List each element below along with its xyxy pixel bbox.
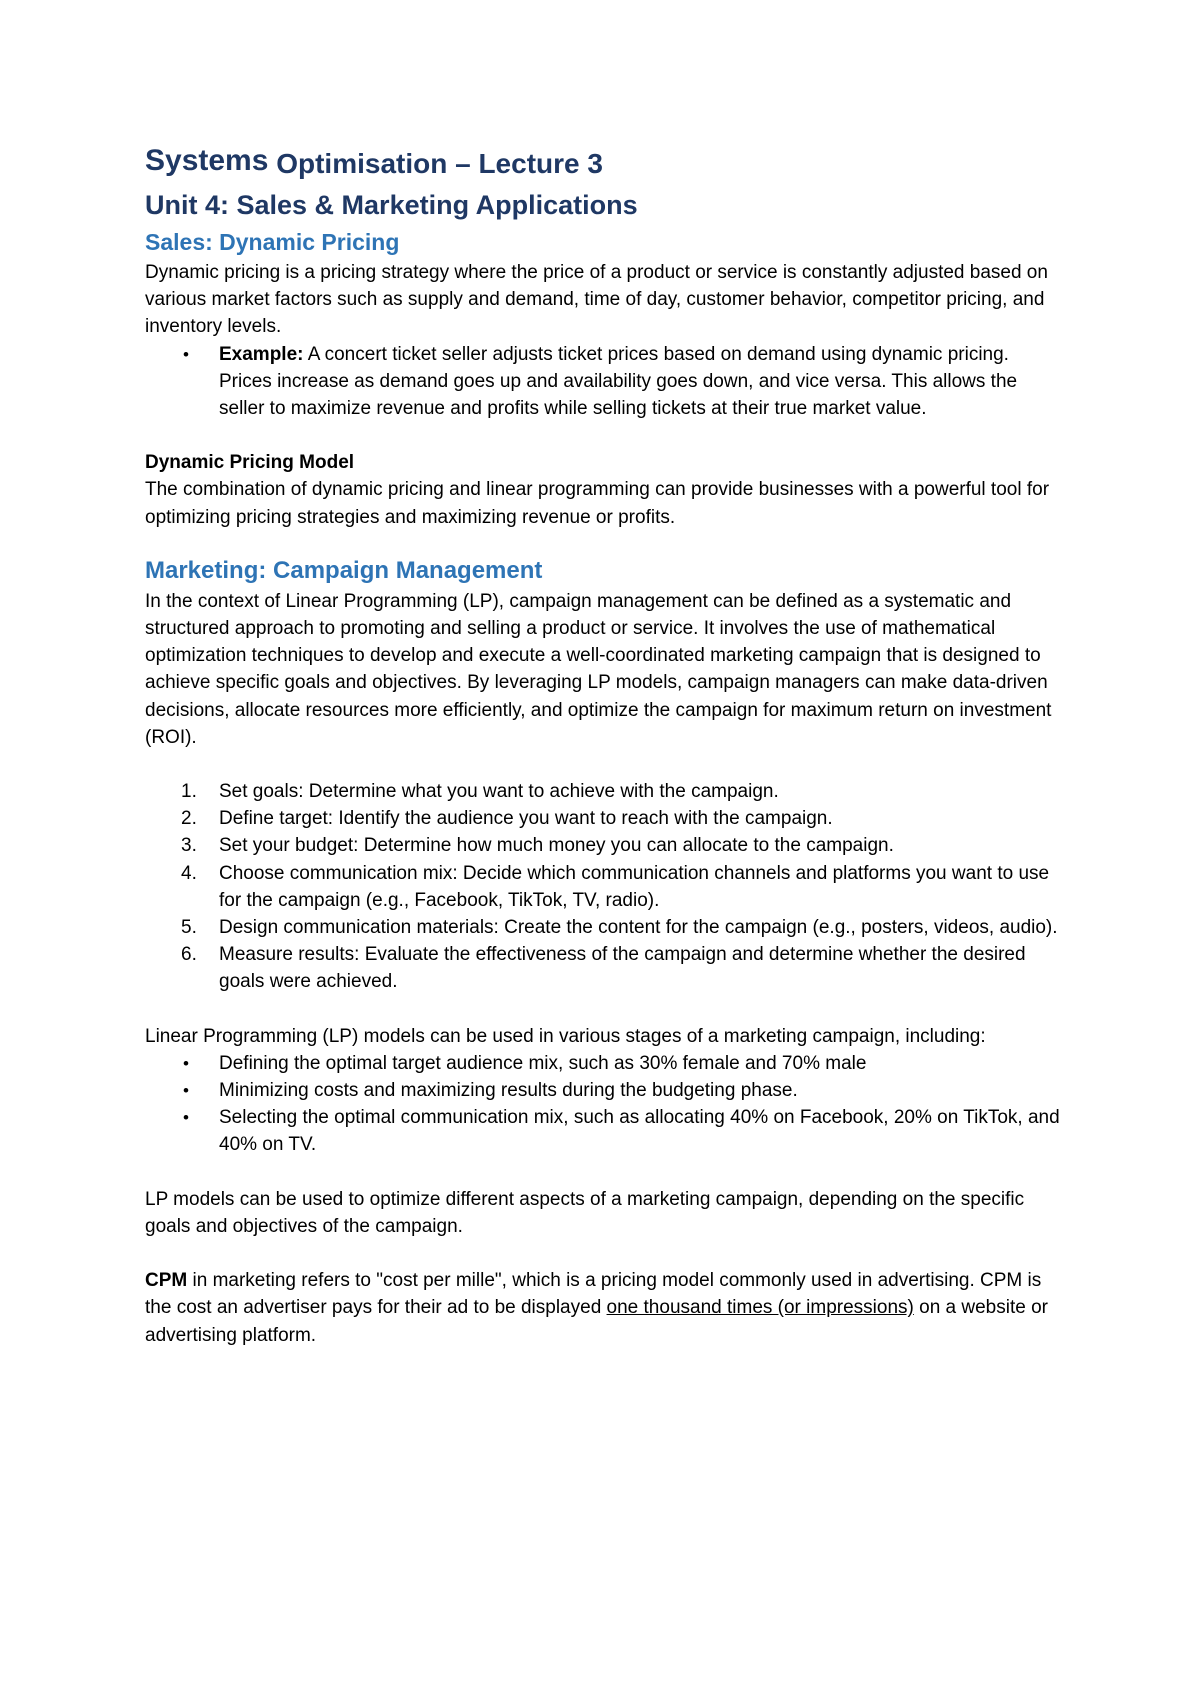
bullet-text: Minimizing costs and maximizing results during the budgeting phase. — [219, 1080, 798, 1102]
step-number: 1. — [181, 781, 197, 803]
bullet-marker: • — [183, 344, 189, 364]
step-number: 6. — [181, 944, 197, 966]
cpm-label: CPM — [145, 1270, 188, 1292]
example-text: A concert ticket seller adjusts ticket prices based on demand using dynamic pricing. Prices increase as demand goes up and availability goes down, and vice versa. This allows the seller to maximize revenue and profits while selling tickets at their true market value. — [219, 343, 1018, 420]
cpm-text-start: in marketing refers to "cost per mille", which is a pricing model commonly used in advertising. CPM is the cost an advertiser pays for their ad to be displayed — [145, 1270, 1042, 1319]
list-item — [145, 1077, 1065, 1104]
bullet-text: Defining the optimal target audience mix, such as 30% female and 70% male — [219, 1052, 867, 1074]
spacer — [145, 422, 1065, 449]
document-title — [145, 145, 1065, 183]
list-item — [145, 341, 1065, 423]
step-text: Design communication materials: Create the content for the campaign (e.g., posters, videos, audio). — [219, 917, 1058, 939]
list-item — [145, 860, 1065, 914]
bullet-marker: • — [183, 1081, 189, 1101]
list-item — [145, 832, 1065, 859]
step-number: 2. — [181, 808, 197, 830]
marketing-intro-paragraph: In the context of Linear Programming (LP), campaign management can be defined as a systematic and structured approach to promoting and selling a product or service. It involves the use of mathematical optimization techniques to develop and execute a well-coordinated marketing campaign that is designed to achieve specific goals and objectives. By leveraging LP models, campaign managers can make data-driven decisions, allocate resources more efficiently, and optimize the campaign for maximum return on investment (ROI). — [145, 590, 1052, 748]
cpm-paragraph — [145, 1267, 1065, 1349]
spacer — [145, 1159, 1065, 1186]
bullet-marker: • — [183, 1108, 189, 1128]
lp-uses-list — [145, 1050, 1065, 1159]
list-item — [145, 778, 1065, 805]
cpm-text-end: on a website or advertising platform. — [145, 1297, 1048, 1346]
document-page — [145, 145, 1065, 1349]
cpm-underlined-phrase: one thousand times (or impressions) — [606, 1297, 914, 1319]
sales-heading: Sales: Dynamic Pricing — [145, 229, 400, 255]
title-word-systems: Systems — [145, 144, 269, 177]
campaign-steps-list — [145, 778, 1065, 996]
spacer — [145, 751, 1065, 778]
step-number: 4. — [181, 862, 197, 884]
step-text: Choose communication mix: Decide which communication channels and platforms you want to use for the campaign (e.g., Facebook, TikTok, TV, radio). — [219, 862, 1050, 911]
step-number: 3. — [181, 835, 197, 857]
bullet-text: Selecting the optimal communication mix, such as allocating 40% on Facebook, 20% on TikTok, and 40% on TV. — [219, 1107, 1060, 1156]
step-text: Define target: Identify the audience you want to reach with the campaign. — [219, 808, 833, 830]
example-label: Example: — [219, 343, 304, 365]
list-item — [145, 805, 1065, 832]
lp-intro-paragraph: Linear Programming (LP) models can be used in various stages of a marketing campaign, including: — [145, 1025, 986, 1047]
list-item — [145, 1050, 1065, 1077]
sales-example-list — [145, 341, 1065, 423]
list-item — [145, 941, 1065, 995]
spacer — [145, 1240, 1065, 1267]
spacer — [145, 996, 1065, 1023]
step-text: Measure results: Evaluate the effectiveness of the campaign and determine whether the desired goals were achieved. — [219, 944, 1026, 993]
lp-outro-paragraph: LP models can be used to optimize different aspects of a marketing campaign, depending on the specific goals and objectives of the campaign. — [145, 1188, 1025, 1237]
list-item — [145, 914, 1065, 941]
list-item — [145, 1104, 1065, 1158]
step-text: Set goals: Determine what you want to achieve with the campaign. — [219, 781, 779, 803]
sales-intro-paragraph: Dynamic pricing is a pricing strategy where the price of a product or service is constantly adjusted based on various market factors such as supply and demand, time of day, customer behavior, competitor pricing, and inventory levels. — [145, 262, 1048, 338]
unit-heading: Unit 4: Sales & Marketing Applications — [145, 190, 638, 220]
bullet-marker: • — [183, 1053, 189, 1073]
title-rest: Optimisation – Lecture 3 — [276, 148, 603, 179]
step-text: Set your budget: Determine how much money you can allocate to the campaign. — [219, 835, 894, 857]
marketing-heading: Marketing: Campaign Management — [145, 556, 543, 584]
model-heading: Dynamic Pricing Model — [145, 452, 355, 474]
step-number: 5. — [181, 917, 197, 939]
model-paragraph: The combination of dynamic pricing and linear programming can provide businesses with a powerful tool for optimizing pricing strategies and maximizing revenue or profits. — [145, 479, 1050, 528]
